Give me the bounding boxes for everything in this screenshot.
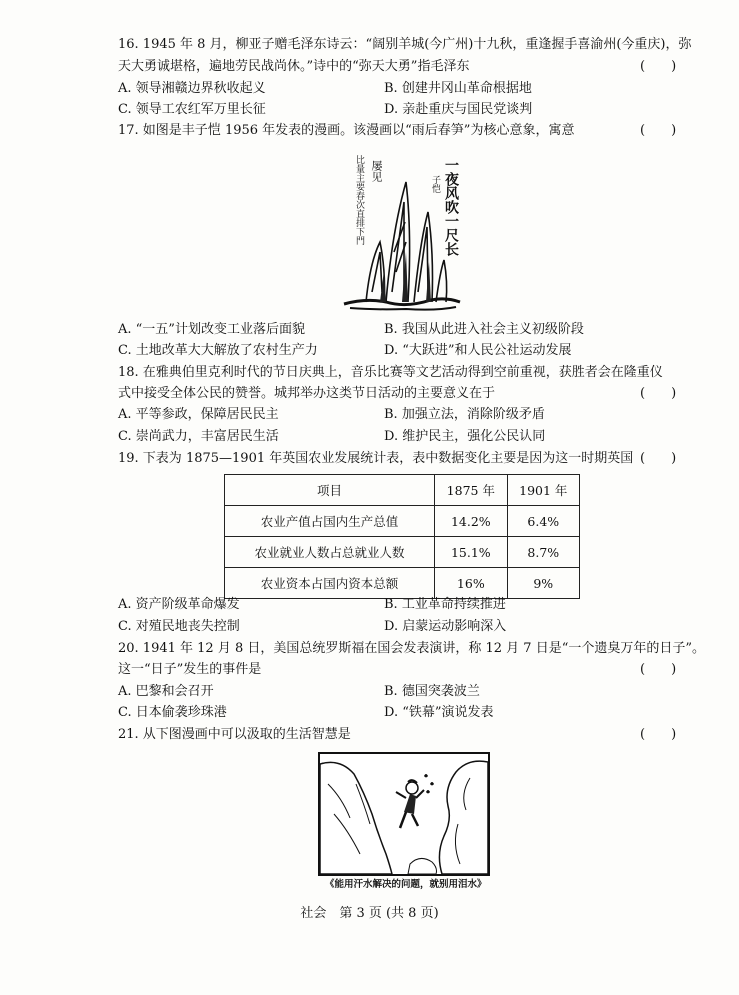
q17-option-a: A. “一五”计划改变工业落后面貌 [118,322,305,337]
table-cell: 16% [435,568,508,599]
q20-stem-line1: 20. 1941 年 12 月 8 日，美国总统罗斯福在国会发表演讲，称 12 月 7 日是“一个遗臭万年的日子”。 [118,641,705,656]
q20-stem-line2: 这一“日子”发生的事件是 [118,662,262,677]
cartoon-title-right: 一夜风吹一尺长 [443,158,459,256]
table-cell: 14.2% [435,506,508,537]
q16-stem-line1: 16. 1945 年 8 月，柳亚子赠毛泽东诗云：“阔别羊城(今广州)十九秋，重逢握手喜渝州(今重庆)，弥 [118,37,692,52]
table-header-row [225,475,580,506]
table-cell: 6.4% [507,506,579,537]
table-cell: 15.1% [435,537,508,568]
table-header-1901: 1901 年 [507,475,579,506]
q18-option-a: A. 平等参政，保障居民民主 [118,407,279,422]
q18-option-c: C. 崇尚武力，丰富居民生活 [118,429,279,444]
q18-option-d: D. 维护民主，强化公民认同 [384,429,546,444]
page-footer: 社会 第 3 页 (共 8 页) [300,906,439,921]
q19-option-a: A. 资产阶级革命爆发 [118,597,240,612]
cartoon-signature: 子恺 [430,175,440,193]
q21-answer-paren: ( ) [640,727,677,742]
q16-answer-paren: ( ) [640,59,677,74]
q16-option-b: B. 创建井冈山革命根据地 [384,81,532,96]
q18-stem-line1: 18. 在雅典伯里克利时代的节日庆典上，音乐比赛等文艺活动得到空前重视，获胜者会在隆重仪 [118,365,663,380]
table-cell: 农业产值占国内生产总值 [225,506,435,537]
q19-option-d: D. 启蒙运动影响深入 [384,619,507,634]
q20-option-a: A. 巴黎和会召开 [118,684,214,699]
q17-answer-paren: ( ) [640,123,677,138]
q20-option-d: D. “铁幕”演说发表 [384,705,494,720]
table-cell: 农业资本占国内资本总额 [225,568,435,599]
q17-option-d: D. “大跃进”和人民公社运动发展 [384,343,572,358]
table-header-1875: 1875 年 [435,475,508,506]
table-cell: 农业就业人数占总就业人数 [225,537,435,568]
cartoon-caption-left: 比量主要春次直排下門 [354,155,364,245]
q18-answer-paren: ( ) [640,386,677,401]
climber-cartoon-caption: 《能用汗水解决的问题，就别用泪水》 [325,879,487,890]
table-row [225,568,580,599]
q16-stem-line2: 天大勇诚堪格，遍地劳民战尚休。”诗中的“弥天大勇”指毛泽东 [118,59,470,74]
q17-option-b: B. 我国从此进入社会主义初级阶段 [384,322,584,337]
q16-option-c: C. 领导工农红军万里长征 [118,102,266,117]
table-row [225,506,580,537]
q19-option-b: B. 工业革命持续推进 [384,597,506,612]
q21-stem-line1: 21. 从下图漫画中可以汲取的生活智慧是 [118,727,351,742]
q19-stem-line1: 19. 下表为 1875—1901 年英国农业发展统计表，表中数据变化主要是因为这一时期英国 [118,451,634,466]
table-header-item: 项目 [225,475,435,506]
q16-option-a: A. 领导湘赣边界秋收起义 [118,81,266,96]
q17-stem-line1: 17. 如图是丰子恺 1956 年发表的漫画。该漫画以“雨后春笋”为核心意象，寓意 [118,123,575,138]
table-cell: 8.7% [507,537,579,568]
agriculture-stats-table [224,474,580,599]
table-cell: 9% [507,568,579,599]
q18-stem-line2: 式中接受全体公民的赞誉。城邦举办这类节日活动的主要意义在于 [118,386,496,401]
q19-option-c: C. 对殖民地丧失控制 [118,619,240,634]
cartoon-caption-left-title: 屡见 [370,160,383,182]
q19-answer-paren: ( ) [640,451,677,466]
q18-option-b: B. 加强立法，消除阶级矛盾 [384,407,545,422]
q20-option-c: C. 日本偷袭珍珠港 [118,705,227,720]
climber-cartoon [318,752,490,876]
q17-option-c: C. 土地改革大大解放了农村生产力 [118,343,318,358]
q16-option-d: D. 亲赴重庆与国民党谈判 [384,102,533,117]
table-row [225,537,580,568]
q20-option-b: B. 德国突袭波兰 [384,684,480,699]
q20-answer-paren: ( ) [640,662,677,677]
